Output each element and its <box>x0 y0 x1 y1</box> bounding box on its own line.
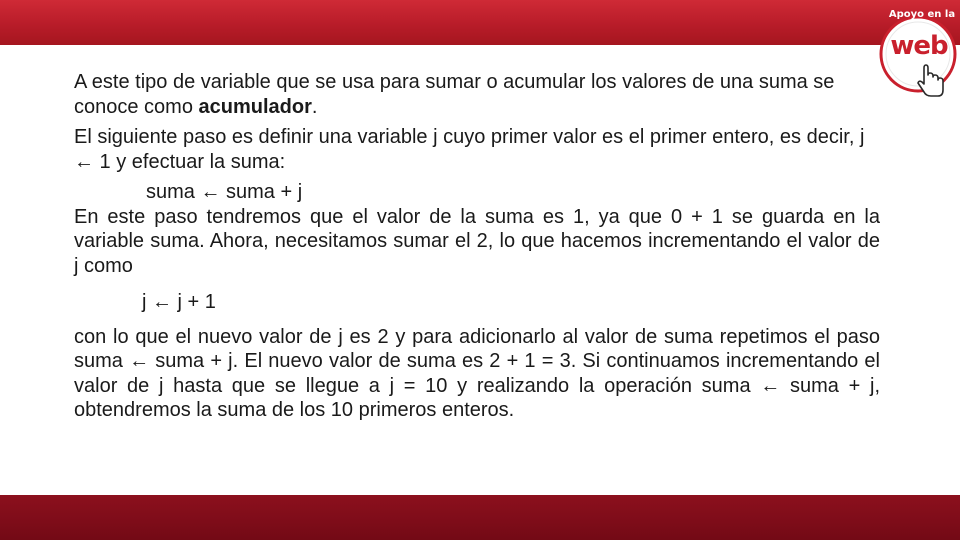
apoyo-web-logo <box>870 0 960 100</box>
logo-word: web <box>890 31 948 61</box>
paragraph-acumulador-text: A este tipo de variable que se usa para sumar o acumular los valores de una suma se conoce como <box>74 71 835 118</box>
paragraph-definir-j: El siguiente paso es definir una variable j cuyo primer valor es el primer entero, es decir, j ← 1 y efectuar la suma: <box>74 126 865 173</box>
paragraph-acumulador <box>74 70 880 119</box>
logo-caption: Apoyo en la <box>888 9 956 20</box>
header-bar <box>0 0 960 45</box>
formula-suma: suma ← suma + j <box>146 181 303 203</box>
paragraph-primer-paso: En este paso tendremos que el valor de la suma es 1, ya que 0 + 1 se guarda en la variable suma. Ahora, necesitamos sumar el 2, lo que hacemos incrementando el valor de j como <box>74 205 880 277</box>
term-acumulador: acumulador <box>198 95 312 118</box>
formula-incremento: j ← j + 1 <box>142 291 216 313</box>
footer-bar <box>0 495 960 540</box>
slide-body <box>74 70 880 423</box>
paragraph-conclusion: con lo que el nuevo valor de j es 2 y para adicionarlo al valor de suma repetimos el paso suma ← suma + j. El nuevo valor de suma es 2 + 1 = 3. Si continuamos incrementando el valor de j hasta que se llegue a j = 10 y realizando la operación suma ← suma + j, obtendremos la suma de los 10 primeros enteros. <box>74 325 880 421</box>
paragraph-acumulador-end: . <box>311 95 318 118</box>
